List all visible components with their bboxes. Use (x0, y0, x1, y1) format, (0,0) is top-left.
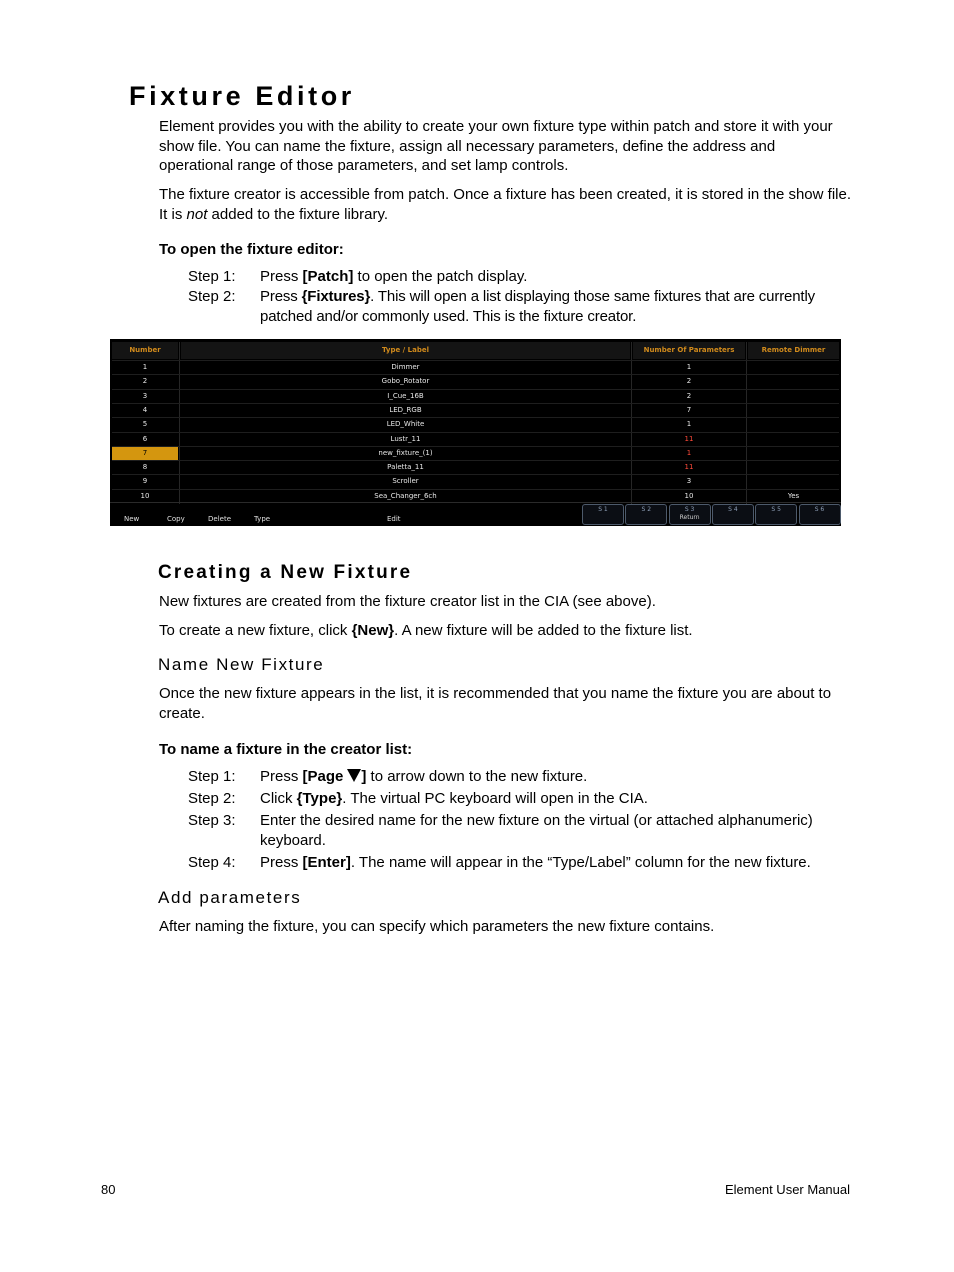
key-type: {Type} (296, 790, 343, 807)
fixture-remote-dimmer: Yes (787, 491, 800, 500)
fixture-label: LED_White (386, 420, 425, 429)
name-fixture-lead: To name a fixture in the creator list: (159, 741, 413, 758)
softkey-6-label: S 6 (814, 506, 825, 513)
fixture-remote-dimmer (748, 404, 839, 417)
key-patch: [Patch] (302, 268, 354, 285)
header-type-label: Type / Label (181, 342, 630, 359)
fixture-remote-dimmer (748, 375, 839, 388)
softkey-type-label[interactable]: Type (254, 515, 271, 523)
fixture-label: Lustr_11 (390, 434, 421, 443)
fixture-row[interactable] (112, 432, 839, 446)
softkey-edit-label[interactable]: Edit (387, 515, 401, 523)
softkey-2-button[interactable] (625, 504, 667, 525)
open-editor-lead: To open the fixture editor: (159, 241, 344, 258)
emphasis-not: not (186, 205, 208, 223)
fixture-number: 6 (142, 434, 148, 443)
fixture-row[interactable] (112, 417, 839, 431)
fixture-remote-dimmer (748, 461, 839, 474)
fixture-remote-dimmer (748, 475, 839, 488)
softkey-return-label: Return (679, 514, 700, 521)
fixture-param-count: 11 (684, 434, 694, 443)
manual-title: Element User Manual (725, 1182, 850, 1197)
creating-paragraph-1: New fixtures are created from the fixture creator list in the CIA (see above). (159, 593, 656, 610)
fixture-remote-dimmer (748, 418, 839, 431)
add-parameters-paragraph: After naming the fixture, you can specify which parameters the new fixture contains. (159, 918, 715, 935)
softkey-1-button[interactable] (582, 504, 624, 525)
fixture-label: new_fixture_(1) (378, 448, 433, 457)
fixture-remote-dimmer (748, 433, 839, 446)
fixture-param-count: 11 (684, 463, 694, 472)
fixture-row[interactable] (112, 446, 839, 460)
fixture-param-count: 2 (686, 391, 692, 400)
key-fixtures: {Fixtures} (301, 288, 371, 305)
softkey-5-button[interactable] (755, 504, 797, 525)
fixture-remote-dimmer (748, 390, 839, 403)
fixture-row[interactable] (112, 389, 839, 403)
page-number: 80 (101, 1182, 116, 1197)
header-params: Number Of Parameters (633, 342, 745, 359)
key-page-down: [Page ] (302, 768, 367, 785)
name-new-paragraph: Once the new fixture appears in the list, it is recommended that you name the fixture you are about to create. (159, 685, 832, 722)
key-enter: [Enter] (302, 854, 351, 871)
fixture-label: I_Cue_16B (387, 391, 424, 400)
heading-name-new-fixture: Name New Fixture (158, 655, 325, 674)
softkey-4-label: S 4 (728, 506, 738, 513)
fixture-param-count: 2 (686, 377, 692, 386)
fixture-row[interactable] (112, 403, 839, 417)
fixture-number: 9 (142, 477, 148, 486)
softkey-3-label: S 3 (684, 506, 695, 513)
softkey-4-button[interactable] (712, 504, 754, 525)
heading-add-parameters: Add parameters (158, 888, 302, 907)
fixture-number: 4 (142, 405, 148, 414)
heading-creating-new-fixture: Creating a New Fixture (158, 562, 413, 583)
softkey-2-label: S 2 (641, 506, 652, 513)
fixture-label: Scroller (392, 477, 419, 486)
key-new: {New} (351, 622, 395, 639)
fixture-number: 5 (142, 420, 148, 429)
fixture-row[interactable] (112, 474, 839, 488)
intro-paragraph-1: Element provides you with the ability to create your own fixture type within patch and store it with your show file. You can name the fixture, assign all necessary parameters, define the address and operational range of those parameters, and set lamp controls. (159, 118, 833, 174)
fixture-number: 7 (112, 447, 178, 460)
creating-paragraph-2: To create a new fixture, click {New}. A new fixture will be added to the fixture list. (159, 622, 693, 639)
header-remote-dimmer: Remote Dimmer (748, 342, 839, 359)
fixture-label: Gobo_Rotator (381, 377, 430, 386)
softkey-3-button[interactable] (669, 504, 711, 525)
fixture-label: Paletta_11 (387, 463, 424, 472)
fixture-param-count: 3 (686, 477, 692, 486)
fixture-row[interactable] (112, 360, 839, 374)
fixture-param-count: 1 (686, 448, 692, 457)
fixture-label: Dimmer (391, 363, 420, 371)
fixture-label: Sea_Changer_6ch (374, 491, 437, 500)
fixture-remote-dimmer (748, 361, 839, 374)
softkey-5-label: S 5 (771, 506, 781, 513)
fixture-label: LED_RGB (389, 405, 422, 414)
fixture-param-count: 7 (686, 405, 692, 414)
intro-paragraph-2: The fixture creator is accessible from patch. Once a fixture has been created, it is stored in the show file. It is not added to the fixture library. (159, 186, 851, 223)
fixture-param-count: 1 (686, 420, 692, 429)
fixture-number: 3 (142, 391, 148, 400)
header-number: Number (112, 342, 178, 359)
softkey-new-label[interactable]: New (124, 515, 140, 523)
softkey-copy-label[interactable]: Copy (167, 515, 185, 523)
page-title: Fixture Editor (129, 81, 355, 111)
fixture-row[interactable] (112, 374, 839, 388)
fixture-remote-dimmer (748, 447, 839, 460)
fixture-creator-screenshot (110, 339, 841, 526)
softkey-delete-label[interactable]: Delete (208, 515, 231, 523)
fixture-row[interactable] (112, 489, 839, 503)
fixture-number: 2 (142, 377, 148, 386)
fixture-param-count: 10 (684, 491, 694, 500)
fixture-number: 1 (142, 363, 148, 371)
softkey-1-label: S 1 (598, 506, 608, 513)
fixture-row[interactable] (112, 460, 839, 474)
arrow-down-icon (347, 769, 361, 782)
softkey-6-button[interactable] (799, 504, 841, 525)
fixture-number: 8 (142, 463, 148, 472)
fixture-number: 10 (140, 491, 150, 500)
fixture-param-count: 1 (686, 363, 692, 371)
